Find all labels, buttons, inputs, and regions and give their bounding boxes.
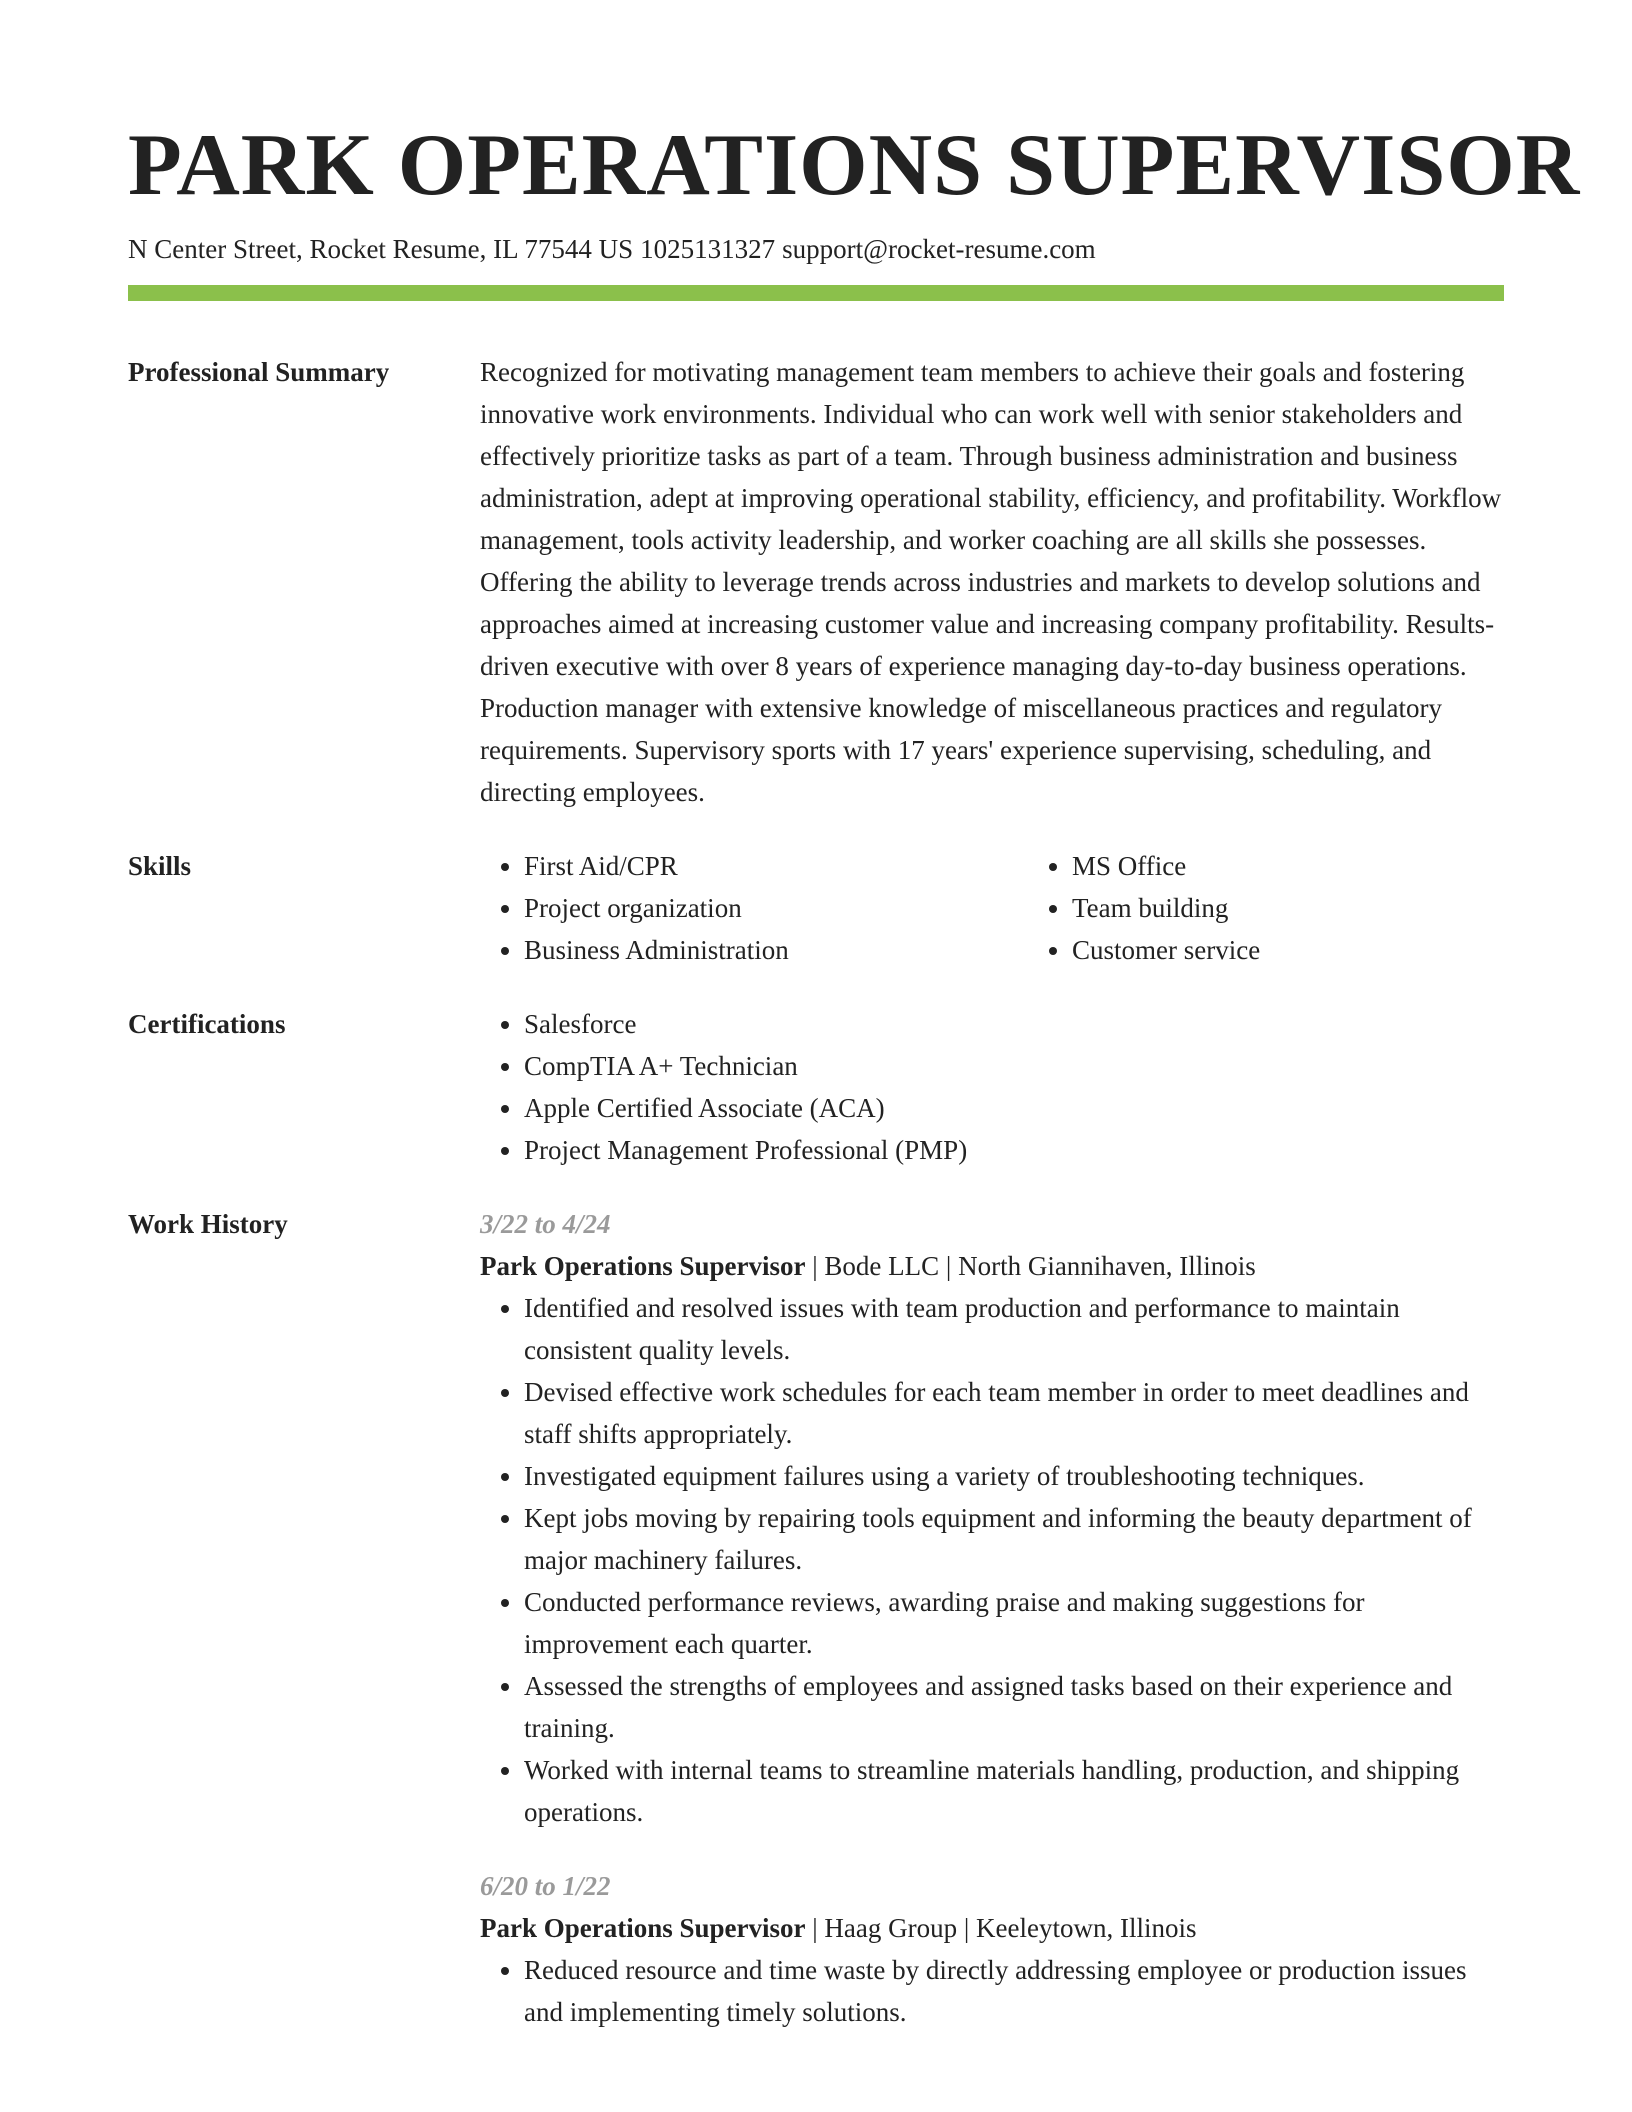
contact-address: N Center Street, Rocket Resume, IL 77544 US [128, 234, 634, 265]
certifications-body [480, 1003, 1504, 1171]
summary-text: Recognized for motivating management team members to achieve their goals and fostering innovative work environments. Individual who can work well with senior stakeholders and effectively prioritize tasks as part of a team. Through business administration and business administration, adept at improving operational stability, efficiency, and profitability. Workflow management, tools activity leadership, and worker coaching are all skills she possesses. Offering the ability to leverage trends across industries and markets to develop solutions and approaches aimed at increasing customer value and increasing company profitability. Results-driven executive with over 8 years of experience managing day-to-day business operations. Production manager with extensive knowledge of miscellaneous practices and regulatory requirements. Supervisory sports with 17 years' experience supervising, scheduling, and directing employees. [480, 357, 1502, 808]
job-bullet: • Reduced resource and time waste by directly addressing employee or production issues and implementing timely solutions. [524, 1949, 1504, 2033]
skills-section [128, 845, 1504, 971]
job-bullet-list [480, 1949, 1504, 2033]
job-title: Park Operations Supervisor [480, 1913, 806, 1944]
work-history-body [480, 1203, 1504, 2033]
skills-list-left [480, 845, 1028, 971]
job-bullet: • Identified and resolved issues with team production and performance to maintain consistent quality levels. [524, 1287, 1504, 1371]
contact-email: support@rocket-resume.com [782, 234, 1096, 265]
job-bullet: • Kept jobs moving by repairing tools equipment and informing the beauty department of major machinery failures. [524, 1497, 1504, 1581]
job-bullet: • Conducted performance reviews, awarding praise and making suggestions for improvement each quarter. [524, 1581, 1504, 1665]
header-accent-bar [128, 285, 1504, 301]
job-location: North Giannihaven, Illinois [958, 1251, 1256, 1282]
skill-item: • MS Office [1072, 845, 1576, 887]
work-history-label: Work History [128, 1209, 288, 1240]
summary-section [128, 351, 1504, 813]
job-bullet: • Worked with internal teams to streamline materials handling, production, and shipping operations. [524, 1749, 1504, 1833]
skills-label: Skills [128, 851, 192, 882]
certification-item: • Apple Certified Associate (ACA) [524, 1087, 1504, 1129]
job-bullet: • Assessed the strengths of employees and assigned tasks based on their experience and training. [524, 1665, 1504, 1749]
skill-item: • Project organization [524, 887, 1028, 929]
job-separator: | [812, 1251, 818, 1282]
skill-item: • First Aid/CPR [524, 845, 1028, 887]
certification-item: • CompTIA A+ Technician [524, 1045, 1504, 1087]
job-location: Keeleytown, Illinois [976, 1913, 1197, 1944]
certification-item: • Project Management Professional (PMP) [524, 1129, 1504, 1171]
skills-list-right [1028, 845, 1576, 971]
job-bullet: • Investigated equipment failures using a variety of troubleshooting techniques. [524, 1455, 1504, 1497]
job-separator: | [812, 1913, 818, 1944]
summary-label: Professional Summary [128, 357, 390, 388]
skill-item: • Business Administration [524, 929, 1028, 971]
job-bullet: • Devised effective work schedules for each team member in order to meet deadlines and staff shifts appropriately. [524, 1371, 1504, 1455]
job-company: Bode LLC [824, 1251, 940, 1282]
job-bullet-list [480, 1287, 1504, 1833]
certifications-label: Certifications [128, 1009, 286, 1040]
job-separator: | [963, 1913, 970, 1944]
job-title: Park Operations Supervisor [480, 1251, 806, 1282]
job-entry [480, 1203, 1504, 1833]
job-dates: 6/20 to 1/22 [480, 1871, 611, 1902]
skill-item: • Team building [1072, 887, 1576, 929]
work-history-section [128, 1203, 1504, 2033]
job-title-line [480, 1907, 1504, 1949]
certifications-list [480, 1003, 1504, 1171]
certification-item: • Salesforce [524, 1003, 1504, 1045]
job-company: Haag Group [824, 1913, 958, 1944]
job-entry [480, 1865, 1504, 2033]
skill-item: • Customer service [1072, 929, 1576, 971]
skills-grid [480, 845, 1576, 971]
contact-phone: 1025131327 [640, 234, 776, 265]
contact-line [128, 233, 1504, 265]
job-separator: | [945, 1251, 952, 1282]
job-dates: 3/22 to 4/24 [480, 1209, 611, 1240]
job-title-line [480, 1245, 1504, 1287]
certifications-section [128, 1003, 1504, 1171]
resume-name-heading: PARK OPERATIONS SUPERVISOR [128, 117, 1581, 214]
